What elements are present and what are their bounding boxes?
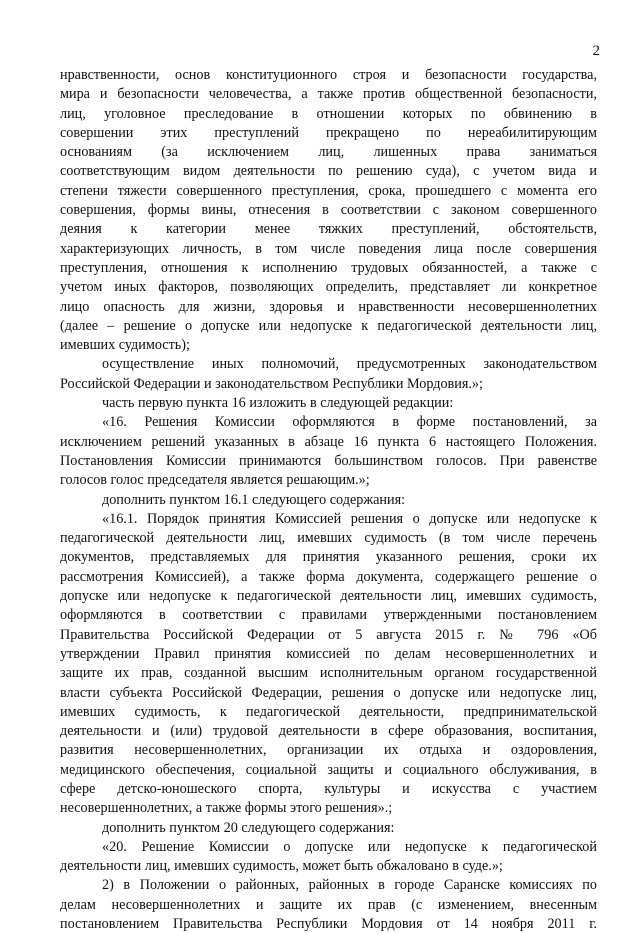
- text-line: деятельности лиц, имевших судимость, может быть обжаловано в суде.»;: [60, 858, 503, 875]
- text-line: оформляются в соответствии с правилами утвержденными постановлением: [60, 607, 597, 624]
- text-line: документов, представляемых для принятия указанного решения, сроки их: [60, 549, 597, 566]
- text-line: учетом иных факторов, позволяющих определить, представляет ли конкретное: [60, 279, 597, 296]
- text-line: деятельности и (или) трудовой деятельности в сфере образования, воспитания,: [60, 723, 597, 740]
- text-line: Российской Федерации и законодательством Республики Мордовия.»;: [60, 375, 483, 392]
- text-line: имевших судимость, к педагогической деятельности, предпринимательской: [60, 703, 597, 720]
- document-body: [60, 66, 597, 934]
- text-line: постановлением Правительства Республики Мордовия от 14 ноября 2011 г.: [60, 916, 597, 933]
- text-line: развития несовершеннолетних, организации их отдыха и оздоровления,: [60, 742, 597, 759]
- text-line: «20. Решение Комиссии о допуске или недопуске к педагогической: [102, 838, 597, 855]
- text-line: утверждении Правил принятия комиссией по делам несовершеннолетних и: [60, 645, 597, 662]
- text-line: сфере детско-юношеского спорта, культуры и искусства с участием: [60, 780, 597, 797]
- text-line: деяния к категории менее тяжких преступлений, обстоятельств,: [60, 221, 597, 238]
- text-line: (далее – решение о допуске или недопуске к педагогической деятельности лиц,: [60, 317, 597, 334]
- text-line: лиц, уголовное преследование в отношении которых по обвинению в: [60, 105, 597, 122]
- text-line: власти субъекта Российской Федерации, решения о допуске или недопуске лиц,: [60, 684, 597, 701]
- text-line: нравственности, основ конституционного строя и безопасности государства,: [60, 67, 597, 83]
- text-line: имевших судимость);: [60, 337, 190, 354]
- text-line: характеризующих личность, в том числе поведения лица после совершения: [60, 240, 597, 257]
- text-line: голосов голос председателя является решающим.»;: [60, 472, 370, 489]
- text-line: несовершеннолетних, а также формы этого решения».;: [60, 800, 393, 817]
- text-line: степени тяжести совершенного преступления, срока, прошедшего с момента его: [60, 182, 597, 199]
- text-line: совершения, формы вины, отнесения в соответствии с законом совершенного: [60, 202, 597, 219]
- text-line: «16.1. Порядок принятия Комиссией решения о допуске или недопуске к: [102, 510, 597, 527]
- text-line: преступления, отношения к исполнению трудовых обязанностей, а также с: [60, 259, 597, 276]
- text-line: лицо опасность для жизни, здоровья и нравственности несовершеннолетних: [60, 298, 597, 315]
- text-line: дополнить пунктом 16.1 следующего содержания:: [102, 491, 406, 508]
- text-line: педагогической деятельности лиц, имевших судимость (в том числе перечень: [60, 530, 597, 547]
- text-line: делам несовершеннолетних и защите их прав (с изменением, внесенным: [60, 896, 597, 913]
- text-line: Правительства Российской Федерации от 5 августа 2015 г. № 796 «Об: [60, 626, 597, 643]
- text-line: «16. Решения Комиссии оформляются в форме постановлений, за: [102, 414, 597, 431]
- text-line: Постановления Комиссии принимаются большинством голосов. При равенстве: [60, 452, 597, 469]
- text-line: соответствующим видом деятельности по решению суда), с учетом вида и: [60, 163, 597, 180]
- text-line: допуске или недопуске к педагогической деятельности лиц, имевших судимость,: [60, 588, 597, 605]
- text-line: дополнить пунктом 20 следующего содержания:: [102, 819, 395, 836]
- text-line: защите их прав, созданной высшим исполнительным органом государственной: [60, 665, 597, 682]
- text-line: исключением решений указанных в абзаце 16 пункта 6 настоящего Положения.: [60, 433, 597, 450]
- text-line: совершении этих преступлений прекращено по нереабилитирующим: [60, 124, 597, 141]
- text-line: мира и безопасности человечества, а также против общественной безопасности,: [60, 86, 597, 103]
- text-line: осуществление иных полномочий, предусмотренных законодательством: [102, 356, 597, 373]
- text-line: медицинского обеспечения, социальной защиты и социального обслуживания, в: [60, 761, 597, 778]
- text-line: основаниям (за исключением лиц, лишенных права заниматься: [60, 144, 597, 161]
- text-line: часть первую пункта 16 изложить в следующей редакции:: [102, 395, 454, 412]
- text-line: 2) в Положении о районных, районных в городе Саранске комиссиях по: [102, 877, 597, 894]
- text-line: рассмотрения Комиссией), а также форма документа, содержащего решение о: [60, 568, 597, 585]
- page-number: 2: [592, 43, 600, 59]
